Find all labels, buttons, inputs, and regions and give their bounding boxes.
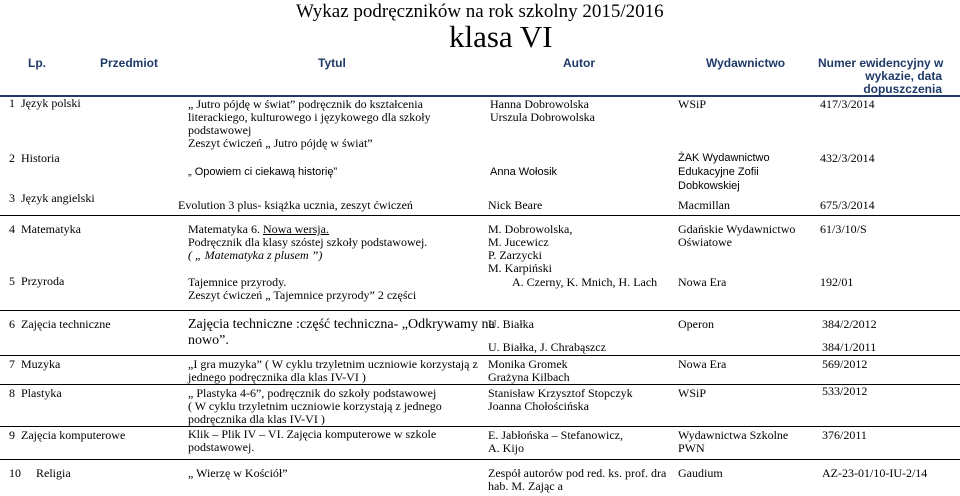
row-divider <box>0 310 960 311</box>
row-autor: M. Karpiński <box>488 261 552 275</box>
row-tytul: ( „ Matematyka z plusem ”) <box>188 248 323 262</box>
row-autor: hab. M. Zając a <box>488 479 563 493</box>
row-divider <box>0 355 960 356</box>
row-numer: 61/3/10/S <box>820 222 867 236</box>
row-wydawnictwo: Gdańskie Wydawnictwo <box>678 222 796 236</box>
row-wydawnictwo: Macmillan <box>678 198 730 212</box>
row-autor: E. Jabłońska – Stefanowicz, <box>488 428 623 442</box>
row-lp: 1 <box>9 96 15 110</box>
row-autor: Stanisław Krzysztof Stopczyk <box>488 386 633 400</box>
row-lp: 3 <box>9 191 15 205</box>
row-przedmiot: Przyroda <box>21 274 65 288</box>
row-lp: 6 <box>9 317 15 331</box>
row-numer: 569/2012 <box>822 357 868 371</box>
row-wydawnictwo: Edukacyjne Zofii <box>678 166 759 178</box>
row-numer: 376/2011 <box>822 428 867 442</box>
row-numer: 432/3/2014 <box>820 151 875 165</box>
row-lp: 9 <box>9 428 15 442</box>
row-divider <box>0 426 960 427</box>
row-wydawnictwo: Operon <box>678 317 714 331</box>
row-numer: 675/3/2014 <box>820 198 875 212</box>
row-przedmiot: Historia <box>21 151 60 165</box>
row-tytul: jednego podręcznika dla klas IV-VI ) <box>188 370 366 384</box>
header-numer-line3: dopuszczenia <box>863 82 942 96</box>
row-wydawnictwo: PWN <box>678 441 705 455</box>
row-tytul: Zajęcia techniczne :część techniczna- „Odkrywamy na <box>188 317 495 332</box>
row-tytul: podstawowej. <box>188 440 255 454</box>
row-przedmiot: Matematyka <box>21 222 81 236</box>
row-autor: A. Kijo <box>488 441 524 455</box>
row-divider <box>0 384 960 385</box>
row-lp: 10 <box>9 466 21 480</box>
header-numer-line2: wykazie, data <box>865 69 942 83</box>
row-tytul: literackiego, kulturowego i językowego dla szkoły <box>188 110 431 124</box>
row-autor: Grażyna Kilbach <box>488 370 570 384</box>
row-tytul: „ Plastyka 4-6”, podręcznik do szkoły podstawowej <box>188 386 437 400</box>
header-numer-line1: Numer ewidencyjny w <box>818 56 944 70</box>
row-tytul: podręcznika dla klas IV-VI ) <box>188 412 325 426</box>
row-autor: A. Czerny, K. Mnich, H. Lach <box>512 275 658 289</box>
row-autor: M. Jucewicz <box>488 235 549 249</box>
row-lp: 5 <box>9 274 15 288</box>
row-tytul: podstawowej <box>188 123 252 137</box>
row-lp: 7 <box>9 357 15 371</box>
row-tytul: Klik – Plik IV – VI. Zajęcia komputerowe w szkole <box>188 427 437 441</box>
row-wydawnictwo: Nowa Era <box>678 357 727 371</box>
row-wydawnictwo: WSiP <box>678 97 707 111</box>
row-tytul-underlined: Nowa wersja. <box>262 222 329 236</box>
document-title: Wykaz podręczników na rok szkolny 2015/2016 <box>296 1 664 22</box>
row-wydawnictwo: Oświatowe <box>678 235 732 249</box>
row-przedmiot: Zajęcia komputerowe <box>21 428 126 442</box>
row-wydawnictwo: Nowa Era <box>678 275 727 289</box>
row-autor: Monika Gromek <box>488 357 568 371</box>
row-przedmiot: Język polski <box>21 96 81 110</box>
row-wydawnictwo: WSiP <box>678 386 707 400</box>
row-autor: Anna Wołosik <box>490 166 558 178</box>
row-tytul: Zeszyt ćwiczeń „ Jutro pójdę w świat” <box>188 136 373 150</box>
row-tytul: „ Wierzę w Kościół” <box>188 466 288 480</box>
row-tytul-part: Matematyka 6. <box>188 222 263 236</box>
row-tytul: Evolution 3 plus- książka ucznia, zeszyt ćwiczeń <box>178 198 413 212</box>
row-przedmiot: Język angielski <box>21 191 95 205</box>
row-tytul: nowo”. <box>188 333 229 348</box>
row-lp: 4 <box>9 222 15 236</box>
row-autor: U. Białka, J. Chrabąszcz <box>488 340 606 354</box>
row-wydawnictwo: Wydawnictwa Szkolne <box>678 428 789 442</box>
row-numer: AZ-23-01/10-IU-2/14 <box>822 466 928 480</box>
row-numer: 384/2/2012 <box>822 317 877 331</box>
row-autor: P. Zarzycki <box>488 248 542 262</box>
row-wydawnictwo: Dobkowskiej <box>678 180 740 192</box>
header-tytul: Tytul <box>318 56 346 70</box>
row-przedmiot: Zajęcia techniczne <box>21 317 111 331</box>
row-tytul: ( W cyklu trzyletnim uczniowie korzystają z jednego <box>188 399 442 413</box>
header-lp: Lp. <box>28 56 46 70</box>
row-numer: 417/3/2014 <box>820 97 875 111</box>
row-przedmiot: Muzyka <box>21 357 61 371</box>
row-tytul: Tajemnice przyrody. <box>188 275 287 289</box>
header-divider <box>0 95 960 97</box>
row-numer: 384/1/2011 <box>822 340 877 354</box>
row-lp: 2 <box>9 151 15 165</box>
row-lp: 8 <box>9 386 15 400</box>
row-autor: Urszula Dobrowolska <box>490 110 595 124</box>
row-tytul: Podręcznik dla klasy szóstej szkoły podstawowej. <box>188 235 428 249</box>
header-wydawnictwo: Wydawnictwo <box>706 56 786 70</box>
row-autor: Nick Beare <box>488 198 543 212</box>
row-tytul: „ Opowiem ci ciekawą historię” <box>188 166 338 178</box>
row-autor: U. Białka <box>488 317 534 331</box>
header-autor: Autor <box>563 56 595 70</box>
row-autor: Zespół autorów pod red. ks. prof. dra <box>488 466 667 480</box>
row-divider <box>0 459 960 460</box>
row-numer: 533/2012 <box>822 384 868 398</box>
row-wydawnictwo: ŻAK Wydawnictwo <box>678 152 770 164</box>
row-przedmiot: Religia <box>36 466 71 480</box>
header-przedmiot: Przedmiot <box>100 56 159 70</box>
document-subtitle: klasa VI <box>449 19 553 54</box>
row-autor: M. Dobrowolska, <box>488 222 573 236</box>
row-tytul: „ Jutro pójdę w świat” podręcznik do kształcenia <box>188 97 423 111</box>
row-divider <box>0 215 960 216</box>
row-wydawnictwo: Gaudium <box>678 466 723 480</box>
row-tytul: „I gra muzyka” ( W cyklu trzyletnim uczniowie korzystają z <box>188 357 478 371</box>
row-tytul: Zeszyt ćwiczeń „ Tajemnice przyrody” 2 części <box>188 288 417 302</box>
row-autor: Joanna Chołościńska <box>488 399 589 413</box>
row-przedmiot: Plastyka <box>21 386 62 400</box>
row-numer: 192/01 <box>820 275 854 289</box>
row-autor: Hanna Dobrowolska <box>490 97 589 111</box>
